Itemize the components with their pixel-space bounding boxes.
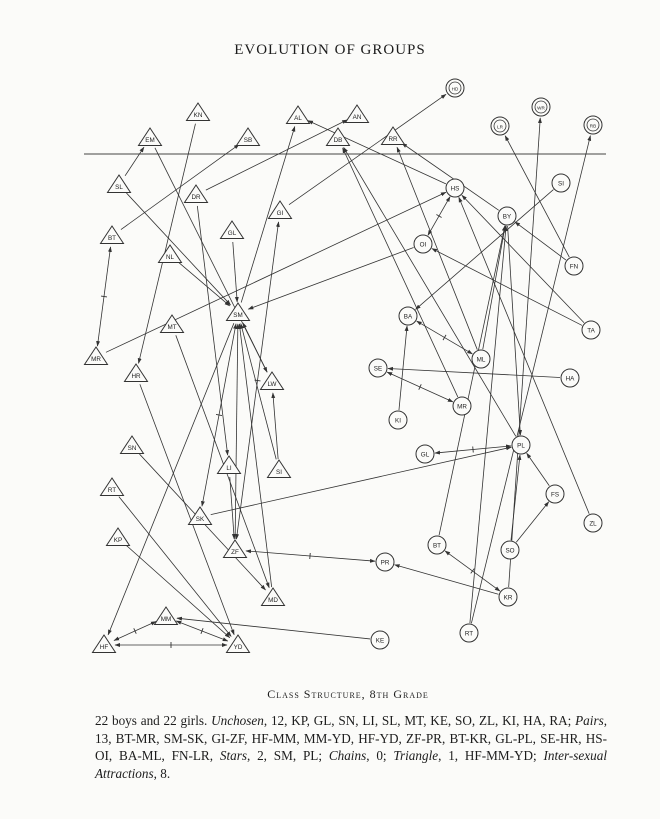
boy-node-mm <box>155 607 178 625</box>
boy-node-sm <box>227 303 250 321</box>
choice-arrow <box>126 545 230 637</box>
node-label: LR <box>497 124 503 130</box>
summary-term: Unchosen <box>211 713 264 728</box>
figure-caption: Class Structure, 8th Grade <box>267 687 429 701</box>
node-label: HF <box>99 644 109 651</box>
mutual-tick-mark <box>216 414 222 415</box>
mutual-tick-mark <box>101 296 107 297</box>
girl-node-hd <box>446 79 464 97</box>
choice-arrow <box>402 143 499 210</box>
boy-node-sk <box>189 507 212 525</box>
boy-node-al <box>287 106 310 124</box>
boy-node-dr <box>185 185 208 203</box>
mutual-tick-mark <box>473 447 474 453</box>
summary-text: , 13, BT-MR, SM-SK, GI-ZF, HF-MM, MM-YD, HF-YD, ZF-PR, BT-KR, GL-PL, SE-HR, HS-OI, BA-ML, FN-LR, <box>95 713 607 764</box>
choice-arrow <box>395 565 499 595</box>
boy-node-sb <box>237 128 260 146</box>
boy-node-kn <box>187 103 210 121</box>
node-label: RT <box>464 630 474 638</box>
summary-term: Inter-sexual Attractions <box>95 748 607 781</box>
choice-arrow <box>399 326 407 410</box>
node-label: SB <box>243 137 253 144</box>
summary-term: Pairs <box>575 713 604 728</box>
boy-node-mr <box>85 347 108 365</box>
node-label: BA <box>403 313 413 321</box>
mutual-tick-mark <box>471 569 475 574</box>
girl-node-pr <box>376 553 394 571</box>
choice-arrow <box>197 206 227 455</box>
node-label: ZF <box>231 549 239 556</box>
girl-node-so <box>501 541 519 559</box>
node-label: SN <box>127 445 137 452</box>
node-label: HA <box>565 375 575 383</box>
summary-text: , 2, SM, PL; <box>246 748 329 764</box>
boy-node-li <box>218 456 241 474</box>
girl-node-fn <box>565 257 583 275</box>
choice-arrow <box>344 147 516 436</box>
node-label: WR <box>537 105 545 111</box>
girl-node-oi <box>414 235 432 253</box>
node-label: KR <box>503 594 513 602</box>
girl-node-mr <box>453 397 471 415</box>
node-label: FN <box>569 263 579 271</box>
boy-node-rt <box>101 478 124 496</box>
mutual-tick-mark <box>436 215 441 218</box>
node-label: SM <box>233 312 243 319</box>
node-label: GI <box>276 210 284 217</box>
node-label: HD <box>451 86 459 92</box>
summary-text: , 1, HF-MM-YD; <box>438 748 544 764</box>
boy-node-rr <box>382 127 405 145</box>
choice-arrow <box>462 195 584 323</box>
boy-node-yd <box>227 635 250 653</box>
boy-node-sl <box>108 175 131 193</box>
node-label: HR <box>131 373 141 380</box>
node-label: KP <box>113 537 123 544</box>
node-label: SE <box>373 365 383 373</box>
girl-node-kr <box>499 588 517 606</box>
node-label: SL <box>115 184 123 191</box>
node-label: PL <box>517 442 525 450</box>
choice-arrow <box>176 335 269 587</box>
girl-node-pl <box>512 436 530 454</box>
boy-node-si <box>268 460 291 478</box>
boy-node-nl <box>159 245 182 263</box>
girl-node-bt <box>428 536 446 554</box>
node-label: SO <box>505 547 515 555</box>
boy-node-md <box>262 588 285 606</box>
girl-node-wr <box>532 98 550 116</box>
girl-node-hs <box>446 179 464 197</box>
node-label: YD <box>233 644 243 651</box>
node-label: LI <box>226 465 232 472</box>
node-label: MR <box>457 403 467 411</box>
boy-node-hf <box>93 635 116 653</box>
node-label: HS <box>450 185 460 193</box>
choice-arrow <box>483 226 505 349</box>
summary-text: , 0; <box>366 748 394 764</box>
node-label: ZL <box>589 520 597 528</box>
girl-node-ki <box>389 411 407 429</box>
girl-node-lr <box>491 117 509 135</box>
girl-node-rb <box>584 116 602 134</box>
boy-node-sn <box>121 436 144 454</box>
boy-node-gi <box>269 201 292 219</box>
choice-arrow <box>343 148 458 397</box>
class-summary <box>95 712 607 782</box>
node-label: KI <box>395 417 401 425</box>
node-label: TA <box>587 327 595 335</box>
girl-node-gl <box>416 445 434 463</box>
choice-arrow <box>178 262 229 306</box>
summary-term: Triangle <box>393 748 439 764</box>
boy-node-an <box>346 105 369 123</box>
node-label: SI <box>558 180 564 188</box>
node-label: SK <box>195 516 205 523</box>
choice-arrow <box>177 618 370 639</box>
girl-node-rt <box>460 624 478 642</box>
summary-text: 22 boys and 22 girls. <box>95 713 212 728</box>
choice-arrow <box>233 242 237 302</box>
boy-node-bt <box>101 226 124 244</box>
boy-node-lw <box>261 372 284 390</box>
node-label: KE <box>375 637 385 645</box>
girl-node-zl <box>584 514 602 532</box>
node-label: FS <box>550 491 560 499</box>
girl-node-ml <box>472 350 490 368</box>
summary-term: Stars <box>219 748 247 764</box>
mutual-tick-mark <box>443 335 446 340</box>
edge-layer <box>97 94 590 648</box>
node-label: LW <box>267 381 277 388</box>
node-label: DR <box>191 194 201 201</box>
mutual-choice-line <box>246 551 375 561</box>
node-label: ML <box>476 356 486 364</box>
node-label: PR <box>380 559 390 567</box>
choice-arrow <box>416 190 554 310</box>
node-label: SI <box>276 469 282 476</box>
node-label: MM <box>160 616 172 623</box>
choice-arrow <box>470 226 506 623</box>
node-label: GL <box>420 451 430 459</box>
choice-arrow <box>515 222 566 260</box>
node-label: EM <box>145 137 155 144</box>
boy-node-em <box>139 128 162 146</box>
choice-arrow <box>516 502 548 542</box>
choice-arrow <box>121 144 239 229</box>
girl-node-fs <box>546 485 564 503</box>
choice-arrow <box>527 453 550 486</box>
node-label: MD <box>268 597 278 604</box>
girl-node-si <box>552 174 570 192</box>
node-label: RT <box>107 487 117 494</box>
girl-node-se <box>369 359 387 377</box>
node-label: GL <box>227 230 237 237</box>
choice-arrow <box>439 226 505 535</box>
choice-arrow <box>239 324 271 587</box>
node-label: MR <box>91 356 101 363</box>
girl-node-ke <box>371 631 389 649</box>
boy-node-kp <box>107 528 130 546</box>
node-label: BY <box>502 213 512 221</box>
choice-arrow <box>206 120 347 190</box>
choice-arrow <box>108 323 234 635</box>
node-label: BT <box>432 542 442 550</box>
summary-term: Chains <box>328 748 367 764</box>
choice-arrow <box>140 384 234 634</box>
choice-arrow <box>511 455 520 540</box>
node-label: RR <box>388 136 398 143</box>
node-layer <box>85 79 603 653</box>
page-title: EVOLUTION OF GROUPS <box>234 42 426 58</box>
node-label: BT <box>107 235 117 242</box>
choice-arrow <box>248 247 413 309</box>
node-label: AN <box>352 114 362 121</box>
girl-node-ba <box>399 307 417 325</box>
node-label: OI <box>419 241 427 249</box>
girl-node-by <box>498 207 516 225</box>
summary-text: , 12, KP, GL, SN, LI, SL, MT, KE, SO, ZL, KI, HA, RA; <box>263 713 576 728</box>
girl-node-ha <box>561 369 579 387</box>
node-label: MT <box>167 324 177 331</box>
girl-node-ta <box>582 321 600 339</box>
node-label: DB <box>333 137 343 144</box>
summary-text: , 8. <box>153 765 171 781</box>
choice-arrow <box>125 147 144 176</box>
choice-arrow <box>126 193 230 305</box>
choice-arrow <box>235 324 238 539</box>
node-label: AL <box>294 115 302 122</box>
boy-node-gl <box>221 221 244 239</box>
choice-arrow <box>308 121 446 184</box>
node-label: RB <box>589 123 597 129</box>
choice-arrow <box>241 324 276 460</box>
node-label: NL <box>165 254 175 261</box>
boy-node-hr <box>125 364 148 382</box>
node-label: KN <box>193 112 203 119</box>
